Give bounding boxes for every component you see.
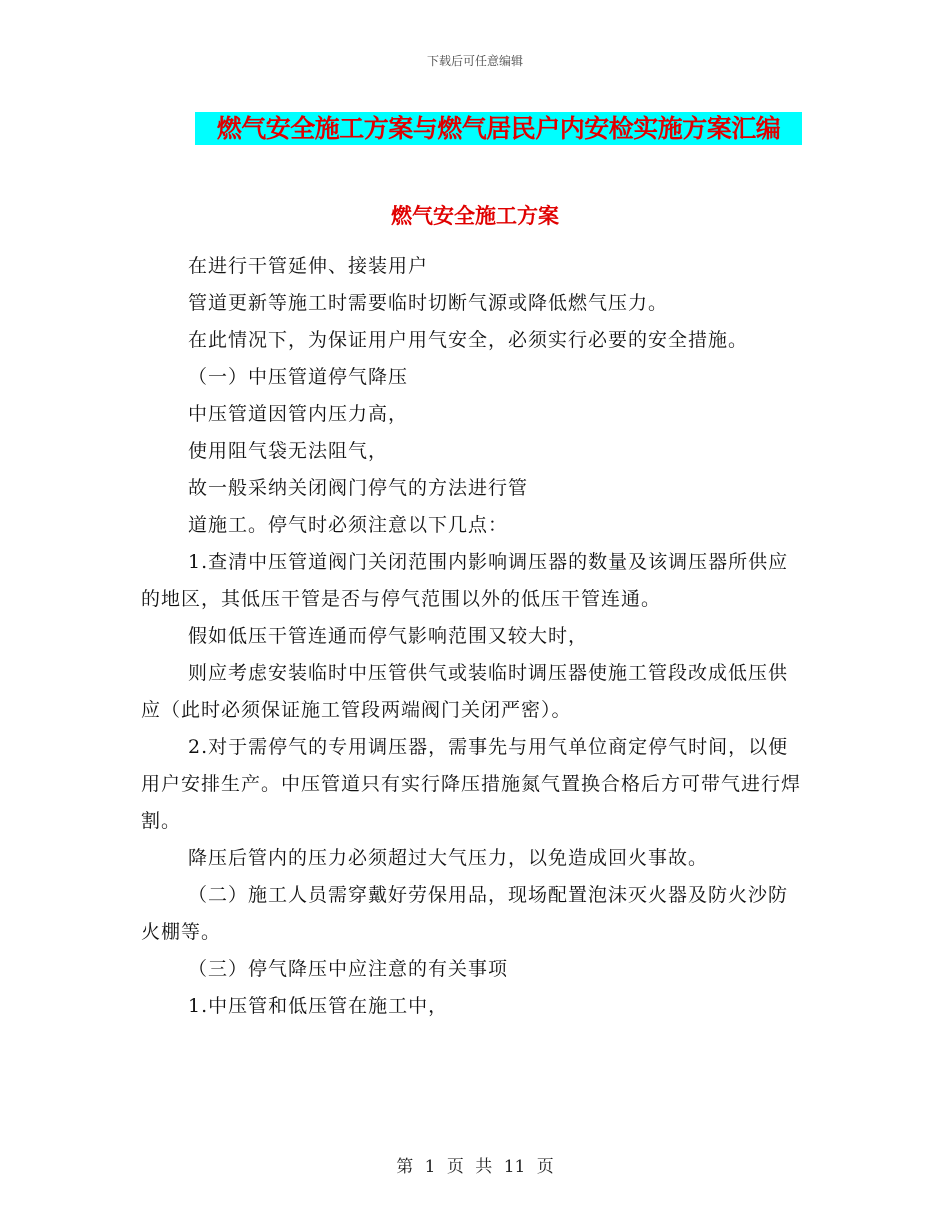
paragraph: （二）施工人员需穿戴好劳保用品，现场配置泡沫灭火器及防火沙防火棚等。 (141, 884, 789, 943)
paragraph: 则应考虑安装临时中压管供气或装临时调压器使施工管段改成低压供应（此时必须保证施工管段两端阀门关闭严密）。 (141, 662, 789, 721)
paragraph: 降压后管内的压力必须超过大气压力，以免造成回火事故。 (188, 847, 709, 869)
section-title: 燃气安全施工方案 (391, 204, 559, 228)
paragraph: 2.对于需停气的专用调压器，需事先与用气单位商定停气时间，以便用户安排生产。中压管道只有实行降压措施氮气置换合格后方可带气进行焊割。 (141, 736, 802, 832)
paragraph: 在此情况下，为保证用户用气安全，必须实行必要的安全措施。 (188, 329, 749, 351)
paragraph: 故一般采纳关闭阀门停气的方法进行管 (188, 477, 529, 499)
paragraph: 道施工。停气时必须注意以下几点： (188, 514, 509, 536)
paragraph: （三）停气降压中应注意的有关事项 (188, 958, 509, 980)
document-title: 燃气安全施工方案与燃气居民户内安检实施方案汇编 (195, 112, 802, 145)
paragraph: 使用阻气袋无法阻气， (188, 440, 389, 462)
header-note: 下载后可任意编辑 (426, 54, 523, 68)
paragraph: 中压管道因管内压力高， (188, 403, 409, 425)
paragraph: 假如低压干管连通而停气影响范围又较大时， (188, 625, 589, 647)
paragraph: 在进行干管延伸、接装用户 (188, 255, 429, 277)
paragraph: 管道更新等施工时需要临时切断气源或降低燃气压力。 (188, 292, 669, 314)
page-number-footer: 第 1 页 共 11 页 (396, 1157, 554, 1177)
paragraph: （一）中压管道停气降压 (188, 366, 409, 388)
document-body (141, 248, 801, 1025)
paragraph: 1.查清中压管道阀门关闭范围内影响调压器的数量及该调压器所供应的地区，其低压干管是否与停气范围以外的低压干管连通。 (141, 551, 789, 610)
paragraph: 1.中压管和低压管在施工中， (188, 995, 449, 1017)
